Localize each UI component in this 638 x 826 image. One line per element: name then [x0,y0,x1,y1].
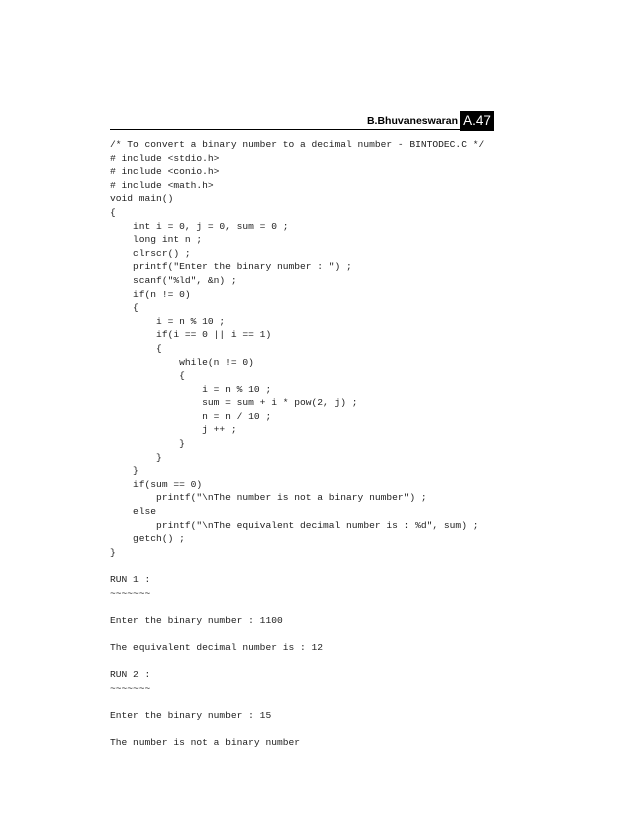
code-line: RUN 2 : [110,669,151,681]
code-line: } [110,546,116,558]
code-line: } [110,451,162,463]
code-line: n = n / 10 ; [110,410,272,422]
code-line: { [110,302,139,314]
code-line: # include <math.h> [110,179,214,191]
code-line: printf("\nThe number is not a binary number") ; [110,492,427,504]
code-line: { [110,206,116,218]
code-line: clrscr() ; [110,247,191,259]
code-line: i = n % 10 ; [110,383,272,395]
code-line: ~~~~~~~ [110,587,151,599]
code-line: sum = sum + i * pow(2, j) ; [110,397,358,409]
code-line [110,723,484,737]
code-line: ~~~~~~~ [110,682,151,694]
code-line: getch() ; [110,533,185,545]
code-line: The equivalent decimal number is : 12 [110,641,324,653]
code-line: printf("\nThe equivalent decimal number is : %d", sum) ; [110,519,479,531]
code-line: # include <stdio.h> [110,152,220,164]
code-line [110,655,484,669]
code-line: # include <conio.h> [110,166,220,178]
code-line: /* To convert a binary number to a decimal number - BINTODEC.C */ [110,139,485,150]
code-line: if(i == 0 || i == 1) [110,329,272,341]
code-line: void main() [110,193,174,205]
code-line: long int n ; [110,234,203,246]
page-number-badge: A.47 [460,111,494,131]
code-line [110,627,484,641]
code-line: int i = 0, j = 0, sum = 0 ; [110,220,289,232]
code-line: } [110,438,185,450]
header-author: B.Bhuvaneswaran [366,115,458,127]
code-line: i = n % 10 ; [110,315,226,327]
code-line: Enter the binary number : 15 [110,709,272,721]
code-line: RUN 1 : [110,574,151,585]
header-rule [110,129,494,130]
page-header [110,111,494,131]
code-line: while(n != 0) [110,356,254,368]
code-line: { [110,370,185,382]
code-line: } [110,465,139,477]
code-line [110,600,484,614]
code-line: j ++ ; [110,424,237,436]
code-line: else [110,506,157,518]
code-line: if(n != 0) [110,288,191,300]
code-line [110,695,484,709]
code-line: if(sum == 0) [110,478,203,490]
code-line [110,559,484,573]
code-listing [110,138,484,750]
code-line: The number is not a binary number [110,737,300,749]
code-line: { [110,342,162,354]
code-line: Enter the binary number : 1100 [110,614,283,626]
code-line: printf("Enter the binary number : ") ; [110,261,352,273]
code-line: scanf("%ld", &n) ; [110,274,237,286]
